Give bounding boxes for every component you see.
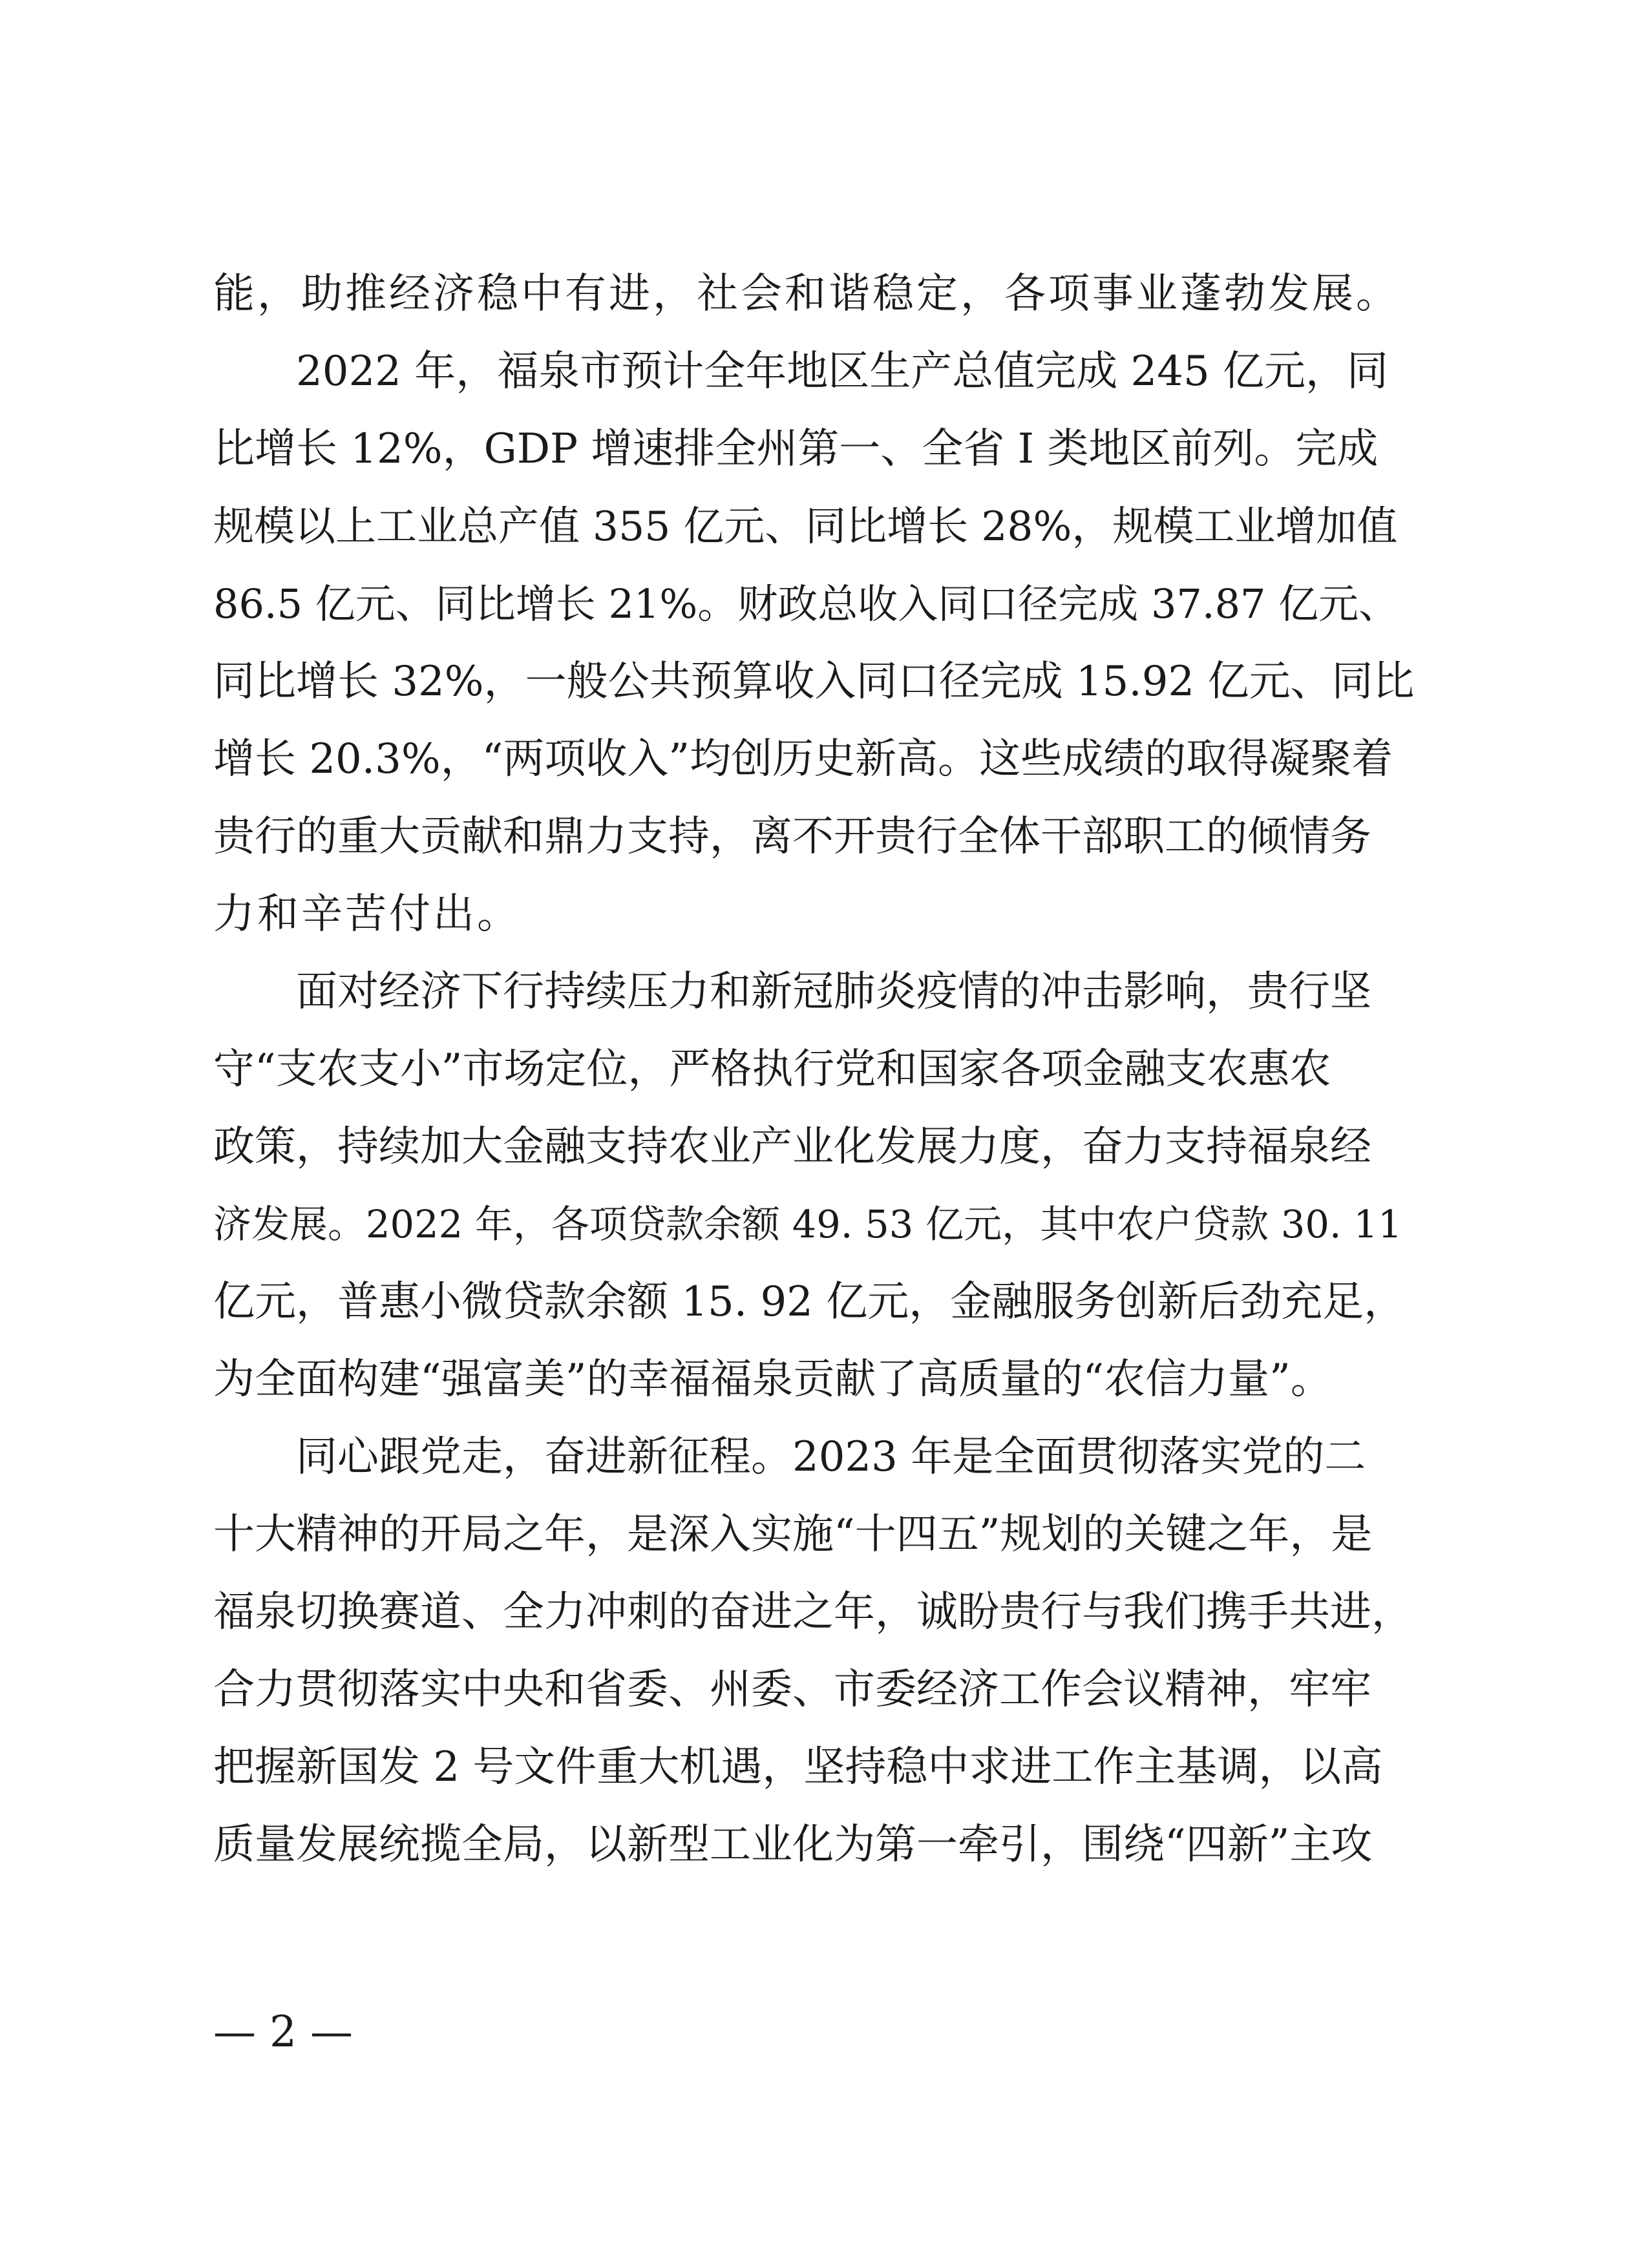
text-line: 86.5 亿元、同比增长 21%。财政总收入同口径完成 37.87 亿元、 — [213, 580, 1399, 627]
text-line: 同心跟党走，奋进新征程。2023 年是全面贯彻落实党的二 — [296, 1433, 1366, 1481]
text-line: 十大精神的开局之年，是深入实施“十四五”规划的关键之年，是 — [213, 1511, 1373, 1559]
document-body — [213, 255, 1415, 1884]
page-number: — 2 — — [213, 2007, 353, 2057]
text-line: 合力贯彻落实中央和省委、州委、市委经济工作会议精神，牢牢 — [213, 1666, 1371, 1714]
text-line: 同比增长 32%，一般公共预算收入同口径完成 15.92 亿元、同比 — [213, 658, 1415, 706]
text-line: 福泉切换赛道、全力冲刺的奋进之年，诚盼贵行与我们携手共进， — [213, 1588, 1413, 1636]
text-line: 亿元，普惠小微贷款余额 15. 92 亿元，金融服务创新后劲充足， — [213, 1278, 1406, 1326]
text-line: 把握新国发 2 号文件重大机遇，坚持稳中求进工作主基调，以高 — [213, 1743, 1383, 1791]
text-line: 规模以上工业总产值 355 亿元、同比增长 28%，规模工业增加值 — [213, 503, 1398, 550]
text-line: 能，助推经济稳中有进，社会和谐稳定，各项事业蓬勃发展。 — [213, 270, 1400, 318]
text-line: 为全面构建“强富美”的幸福福泉贡献了高质量的“农信力量”。 — [213, 1356, 1332, 1403]
text-line: 济发展。2022 年，各项贷款余额 49. 53 亿元，其中农户贷款 30. 11 — [213, 1202, 1402, 1246]
text-line: 增长 20.3%，“两项收入”均创历史新高。这些成绩的取得凝聚着 — [213, 735, 1393, 783]
text-line: 比增长 12%，GDP 增速排全州第一、全省 I 类地区前列。完成 — [213, 425, 1379, 473]
text-line: 力和辛苦付出。 — [213, 890, 521, 938]
text-line: 政策，持续加大金融支持农业产业化发展力度，奋力支持福泉经 — [213, 1123, 1371, 1171]
text-line: 面对经济下行持续压力和新冠肺炎疫情的冲击影响，贵行坚 — [296, 968, 1371, 1016]
text-line: 2022 年，福泉市预计全年地区生产总值完成 245 亿元，同 — [296, 348, 1389, 395]
text-line: 质量发展统揽全局，以新型工业化为第一牵引，围绕“四新”主攻 — [213, 1821, 1373, 1869]
text-line: 贵行的重大贡献和鼎力支持，离不开贵行全体干部职工的倾情务 — [213, 813, 1371, 861]
text-line: 守“支农支小”市场定位，严格执行党和国家各项金融支农惠农 — [213, 1045, 1331, 1093]
